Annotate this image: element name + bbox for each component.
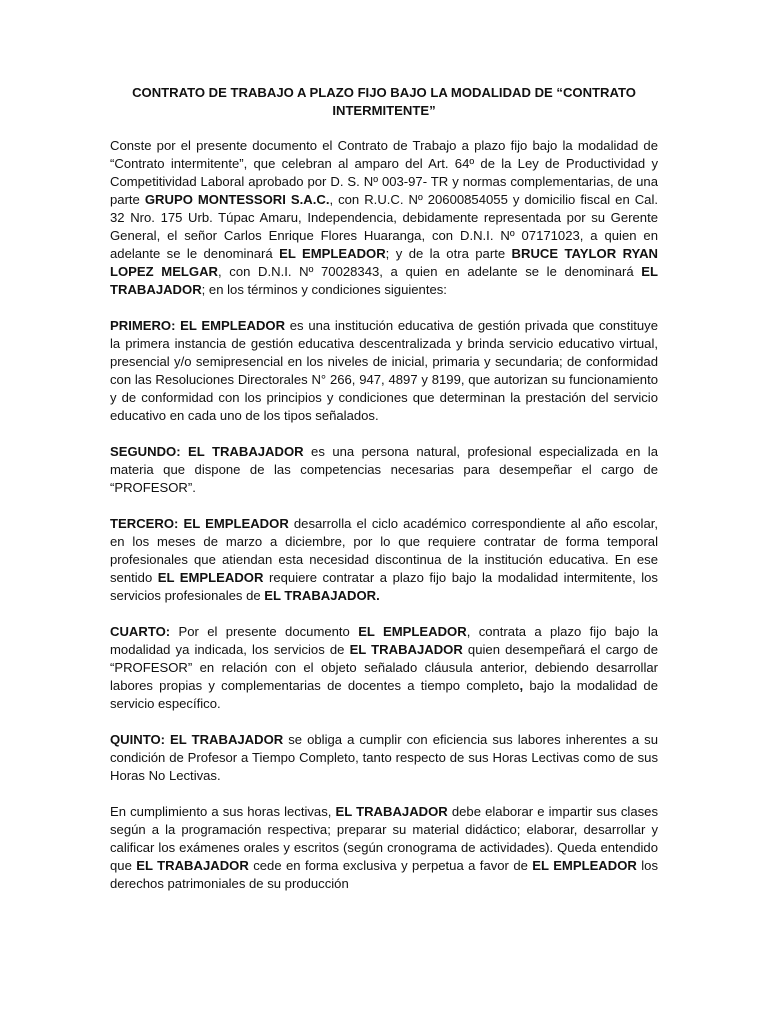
- clause-tercero: [110, 515, 658, 605]
- bold-text-run: SEGUNDO: EL TRABAJADOR: [110, 444, 304, 459]
- text-run: se obliga a cumplir con eficiencia sus labores inherentes a su condición de Profesor a Tiempo Completo, tanto respecto de sus Horas Lectivas como de sus Horas No Lectivas.: [110, 732, 658, 783]
- bold-text-run: PRIMERO: EL EMPLEADOR: [110, 318, 286, 333]
- bold-text-run: GRUPO MONTESSORI S.A.C.: [144, 192, 330, 207]
- text-run: Por el presente documento: [170, 624, 359, 639]
- document-page: [110, 84, 658, 911]
- text-run: En cumplimiento a sus horas lectivas,: [110, 804, 336, 819]
- text-run: debe elaborar e impartir sus clases según a la programación respectiva; preparar su material didáctico; elaborar, desarrollar y calificar los exámenes orales y escritos (según cronograma de actividades). Queda entendido que: [110, 804, 658, 873]
- bold-text-run: EL EMPLEADOR: [532, 858, 637, 873]
- bold-text-run: EL EMPLEADOR: [358, 624, 467, 639]
- text-run: quien desempeñará el cargo de “PROFESOR” en relación con el objeto señalado cláusula anterior, debiendo desarrollar labores propias y complementarias de docentes a tiempo completo: [110, 642, 658, 693]
- clause-cuarto: [110, 623, 658, 713]
- text-run: ; en los términos y condiciones siguientes:: [201, 282, 447, 297]
- text-run: requiere contratar a plazo fijo bajo la modalidad intermitente, los servicios profesionales de: [110, 570, 658, 603]
- text-run: desarrolla el ciclo académico correspondiente al año escolar, en los meses de marzo a diciembre, por lo que requiere contratar de forma temporal profesionales que atiendan esta necesidad discontinua de la institución educativa. En ese sentido: [110, 516, 658, 585]
- clause-quinto: [110, 731, 658, 785]
- text-run: ; y de la otra parte: [385, 246, 512, 261]
- bold-text-run: EL TRABAJADOR.: [264, 588, 380, 603]
- bold-text-run: EL EMPLEADOR: [157, 570, 264, 585]
- text-run: es una institución educativa de gestión privada que constituye la primera instancia de gestión educativa descentralizada y brinda servicio educativo virtual, presencial y/o semipresencial en los niveles de inicial, primaria y secundaria; de conformidad con las Resoluciones Directorales N° 266, 947, 4897 y 8199, que autorizan su funcionamiento y de conformidad con los principios y condiciones que determinan la prestación del servicio educativo en cada uno de los tipos señalados.: [110, 318, 658, 423]
- bold-text-run: BRUCE TAYLOR RYAN LOPEZ MELGAR: [110, 246, 658, 279]
- bold-text-run: QUINTO: EL TRABAJADOR: [110, 732, 284, 747]
- paragraph-intro: [110, 137, 658, 299]
- bold-text-run: EL TRABAJADOR: [335, 804, 448, 819]
- text-run: , con D.N.I. Nº 70028343, a quien en adelante se le denominará: [218, 264, 642, 279]
- bold-text-run: CUARTO:: [110, 624, 171, 639]
- paragraph-horas-lectivas: [110, 803, 658, 893]
- text-run: , con R.U.C. Nº 20600854055 y domicilio fiscal en Cal. 32 Nro. 175 Urb. Túpac Amaru, Independencia, debidamente representada por su Gerente General, el señor Carlos Enrique Flores Huaranga, con D.N.I. Nº 07171023, a quien en adelante se le denominará: [110, 192, 659, 261]
- bold-text-run: ,: [519, 678, 524, 693]
- bold-text-run: EL TRABAJADOR: [110, 264, 659, 297]
- bold-text-run: EL EMPLEADOR: [279, 246, 386, 261]
- text-run: cede en forma exclusiva y perpetua a favor de: [248, 858, 533, 873]
- bold-text-run: TERCERO: EL EMPLEADOR: [110, 516, 289, 531]
- clause-primero: [110, 317, 658, 425]
- text-run: Conste por el presente documento el Contrato de Trabajo a plazo fijo bajo la modalidad de “Contrato intermitente”, que celebran al amparo del Art. 64º de la Ley de Productividad y Competitividad Laboral aprobado por D. S. Nº 003-97- TR y normas complementarias, de una parte: [110, 138, 658, 207]
- text-run: , contrata a plazo fijo bajo la modalidad ya indicada, los servicios de: [110, 624, 659, 657]
- clause-segundo: [110, 443, 658, 497]
- text-run: los derechos patrimoniales de su producción: [110, 858, 658, 891]
- text-run: es una persona natural, profesional especializada en la materia que dispone de las competencias necesarias para desempeñar el cargo de “PROFESOR”.: [110, 444, 658, 495]
- contract-title: CONTRATO DE TRABAJO A PLAZO FIJO BAJO LA MODALIDAD DE “CONTRATO INTERMITENTE”: [132, 85, 636, 118]
- bold-text-run: EL TRABAJADOR: [136, 858, 249, 873]
- bold-text-run: EL TRABAJADOR: [349, 642, 463, 657]
- text-run: bajo la modalidad de servicio específico.: [110, 678, 658, 711]
